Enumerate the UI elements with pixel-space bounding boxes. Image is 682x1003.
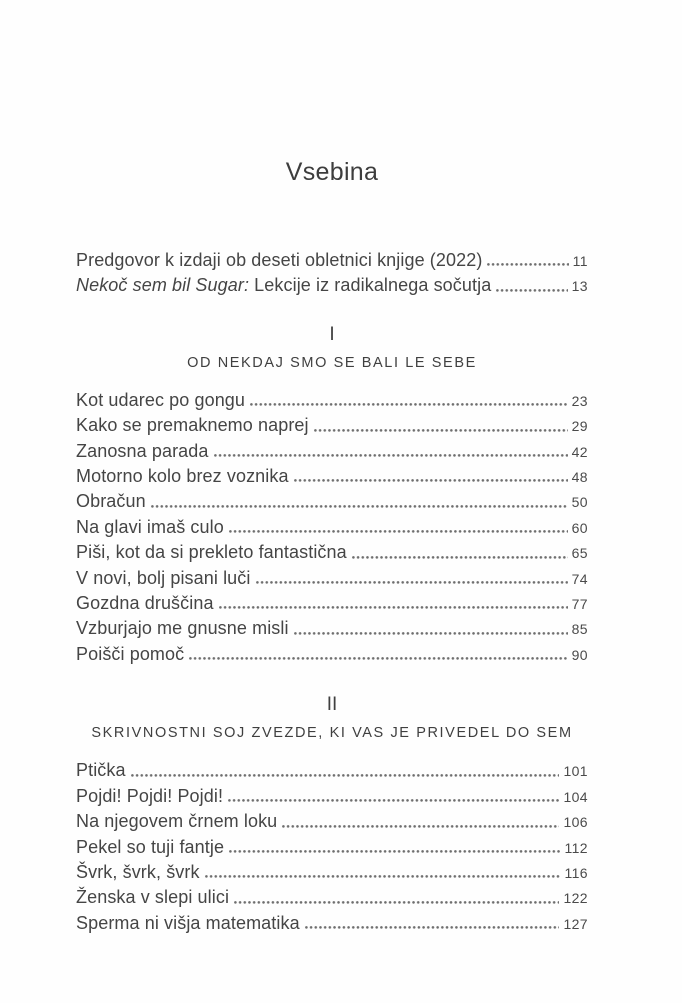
- toc-entry-label: Gozdna druščina: [76, 593, 214, 614]
- toc-entry-label-italic: Nekoč sem bil Sugar:: [76, 275, 250, 296]
- dot-leader: [496, 289, 567, 292]
- toc-entry-page-number: 65: [571, 545, 588, 562]
- toc-entry-page-number: 90: [571, 646, 588, 663]
- dot-leader: [352, 556, 568, 559]
- dot-leader: [205, 875, 561, 878]
- section-numeral: II: [326, 694, 338, 716]
- section-heading: OD NEKDAJ SMO SE BALI LE SEBE: [187, 354, 477, 371]
- dot-leader: [250, 403, 568, 406]
- dot-leader: [487, 263, 568, 266]
- toc-entry: [76, 835, 588, 860]
- front-matter-list: [76, 248, 588, 299]
- toc-entry-page-number: 13: [571, 278, 588, 295]
- toc-entry-page-number: 11: [572, 253, 588, 269]
- toc-entry-page-number: 104: [563, 788, 588, 805]
- dot-leader: [189, 657, 567, 660]
- toc-entry-label: Vzburjajo me gnusne misli: [76, 618, 289, 639]
- toc-entry-page-number: 29: [571, 418, 588, 435]
- toc-entry-label: Ptička: [76, 760, 126, 781]
- dot-leader: [294, 632, 568, 635]
- toc-entry-label: Motorno kolo brez voznika: [76, 466, 289, 487]
- section-entries: [76, 758, 588, 936]
- toc-entry: [76, 515, 588, 540]
- dot-leader: [228, 799, 559, 802]
- toc-entry-label: Švrk, švrk, švrk: [76, 861, 200, 882]
- toc-entry: [76, 248, 588, 273]
- section-numeral: I: [329, 323, 335, 345]
- toc-entry-label: [76, 273, 491, 297]
- toc-entry-page-number: 112: [564, 839, 588, 856]
- toc-entry: [76, 809, 588, 834]
- dot-leader: [256, 581, 568, 584]
- toc-entry: [76, 566, 588, 591]
- toc-entry-label: Poišči pomoč: [76, 643, 185, 664]
- toc-entry-label: Sperma ni višja matematika: [76, 912, 300, 933]
- toc-entry-label: Piši, kot da si prekleto fantastična: [76, 542, 347, 563]
- toc-entry: [76, 591, 588, 616]
- toc-entry: [76, 413, 588, 438]
- toc-entry-label: V novi, bolj pisani luči: [76, 567, 251, 588]
- toc-entry-page-number: 48: [571, 469, 588, 486]
- toc-entry-page-number: 50: [571, 494, 588, 511]
- toc-entry-label: Na njegovem črnem loku: [76, 811, 278, 832]
- toc-entry: [76, 388, 588, 413]
- toc-entry-page-number: 60: [571, 519, 588, 536]
- toc-entry: [76, 860, 588, 885]
- toc-entry: [76, 616, 588, 641]
- dot-leader: [294, 479, 568, 482]
- toc-entry-page-number: 85: [571, 621, 588, 638]
- toc-entry-page-number: 23: [571, 392, 588, 409]
- toc-entry-page-number: 74: [571, 570, 588, 587]
- toc-entry: [76, 784, 588, 809]
- toc-entry-page-number: 101: [563, 763, 588, 780]
- dot-leader: [131, 774, 560, 777]
- section-1: [76, 323, 588, 667]
- dot-leader: [151, 505, 568, 508]
- section-heading: SKRIVNOSTNI SOJ ZVEZDE, KI VAS JE PRIVEDEL DO SEM: [91, 725, 573, 742]
- toc-entry: [76, 540, 588, 565]
- dot-leader: [229, 850, 560, 853]
- toc-entry-label: Predgovor k izdaji ob deseti obletnici knjige (2022): [76, 250, 483, 270]
- toc-entry-page-number: 116: [564, 864, 588, 881]
- toc-entry: [76, 464, 588, 489]
- toc-entry-label: Na glavi imaš culo: [76, 516, 224, 537]
- dot-leader: [234, 901, 559, 904]
- toc-entry-page-number: 77: [571, 596, 588, 613]
- toc-entry: [76, 489, 588, 514]
- dot-leader: [214, 454, 568, 457]
- toc-entry-page-number: 127: [563, 915, 588, 932]
- toc-entry-label: Pekel so tuji fantje: [76, 836, 225, 857]
- toc-entry: [76, 439, 588, 464]
- dot-leader: [314, 429, 568, 432]
- toc-entry-label: Kot udarec po gongu: [76, 389, 246, 410]
- dot-leader: [305, 926, 560, 929]
- page-title: Vsebina: [285, 158, 379, 186]
- dot-leader: [282, 825, 559, 828]
- toc-entry-label: Pojdi! Pojdi! Pojdi!: [76, 785, 224, 806]
- dot-leader: [229, 530, 568, 533]
- section-2: [76, 693, 588, 936]
- toc-entry-label-rest: Lekcije iz radikalnega sočutja: [249, 275, 492, 296]
- dot-leader: [219, 606, 568, 609]
- toc-entry: [76, 885, 588, 910]
- toc-entry-label: Ženska v slepi ulici: [76, 887, 230, 908]
- toc-entry-page-number: 42: [571, 443, 588, 460]
- toc-entry: [76, 642, 588, 667]
- toc-entry-page-number: 106: [563, 814, 588, 831]
- toc-entry-page-number: 122: [563, 890, 588, 907]
- toc-entry: [76, 273, 588, 298]
- toc-entry-label: Zanosna parada: [76, 440, 209, 461]
- toc-entry-label: Kako se premaknemo naprej: [76, 415, 309, 436]
- toc-entry: [76, 911, 588, 936]
- toc-entry: [76, 758, 588, 783]
- section-entries: [76, 388, 588, 667]
- toc-entry-label: Obračun: [76, 491, 146, 512]
